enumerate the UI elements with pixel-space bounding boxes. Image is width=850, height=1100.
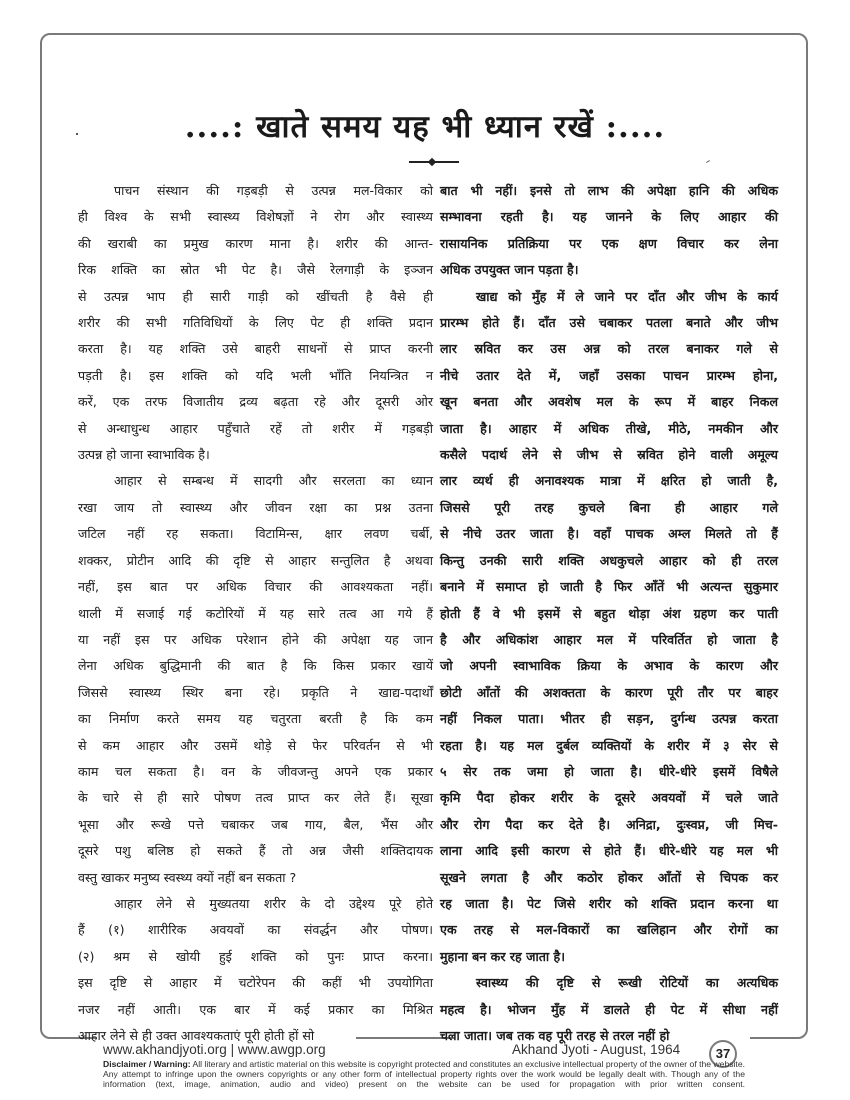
text-line: खाद्य को मुँह में ले जाने पर दाँत और जीभ के कार्य — [476, 288, 778, 304]
text-line: से उत्पन्न भाप ही सारी गाड़ी को खींचती है वैसे ही — [78, 288, 433, 304]
text-line: करता है। यह शक्ति उसे बाहरी साधनों से प्राप्त करनी — [78, 341, 433, 357]
disclaimer-label: Disclaimer / Warning: — [103, 1059, 191, 1069]
text-line: किन्तु उनकी सारी शक्ति अधकुचले आहार को ही तरल — [440, 552, 778, 568]
text-line: शरीर की सभी गतिविधियों के लिए पेट ही शक्ति प्रदान — [78, 315, 433, 331]
text-line: रखा जाय तो स्वास्थ्य और जीवन रक्षा का प्रश्न उतना — [78, 499, 433, 515]
text-line: सम्भावना रहती है। यह जानने के लिए आहार की — [440, 209, 778, 225]
article-paragraph — [78, 468, 433, 891]
text-line: जिससे स्वास्थ्य स्थिर बना रहे। प्रकृति ने खाद्य-पदार्थों — [78, 684, 433, 700]
text-line: लार स्रवित कर उस अन्न को तरल बनाकर गले से — [440, 341, 778, 357]
footer-disclaimer — [103, 1059, 745, 1089]
text-line: दूसरे पशु बलिष्ठ हो सकते हैं तो अन्न जैसी शक्तिदायक — [78, 843, 433, 859]
page-number-badge: 37 — [709, 1040, 737, 1068]
text-line: पड़ती है। इस शक्ति को यदि भली भाँति नियन्त्रित न — [78, 367, 433, 383]
text-line: जिससे पूरी तरह कुचले बिना ही आहार गले — [440, 499, 778, 515]
text-line: से अन्धाधुन्ध आहार पहुँचाते रहें तो शरीर में गड़बड़ी — [78, 420, 433, 436]
text-line: जो अपनी स्वाभाविक क्रिया के अभाव के कारण और — [440, 658, 778, 674]
article-column-right — [440, 178, 778, 1049]
text-line: बात भी नहीं। इनसे तो लाभ की अपेक्षा हानि की अधिक — [440, 183, 778, 198]
text-line: और रोग पैदा कर देते है। अनिद्रा, दुःस्वप्न, जी मिच- — [440, 816, 778, 832]
footer-website-links[interactable]: www.akhandjyoti.org | www.awgp.org — [103, 1042, 326, 1057]
text-line: का निर्माण करते समय यह चतुरता बरती है कि कम — [78, 711, 433, 727]
text-line: है और अधिकांश आहार मल में परिवर्तित हो जाता है — [440, 631, 778, 647]
text-line: थाली में सजाई गई कटोरियों में यह सारे तत्व आ गये हैं — [78, 605, 433, 621]
article-column-left — [78, 178, 433, 1049]
text-line: नहीं निकल पाता। भीतर ही सड़न, दुर्गन्ध उत्पन्न करता — [440, 711, 778, 727]
article-paragraph — [78, 178, 433, 468]
footer-magazine-issue: Akhand Jyoti - August, 1964 — [512, 1042, 681, 1057]
text-line: या नहीं इस पर अधिक परेशान होने की अपेक्षा यह जान — [78, 631, 433, 647]
text-line: हैं (१) शारीरिक अवयवों का संवर्द्धन और पोषण। — [78, 922, 433, 938]
text-line: जटिल नहीं रह सकता। विटामिन्स, क्षार लवण चर्बी, — [78, 526, 433, 542]
text-line: खून बनता और अवशेष मल के रूप में बाहर निकल — [440, 394, 778, 410]
text-line: सूखने लगता है और कठोर होकर आँतों से चिपक कर — [440, 869, 778, 885]
text-line: चला जाता। जब तक वह पूरी तरह से तरल नहीं हो — [440, 1028, 670, 1043]
text-line: से नीचे उतर जाता है। वहाँ पाचक अम्ल मिलते तो हैं — [440, 526, 778, 542]
text-line: नहीं, इस बात पर अधिक विचार की आवश्यकता नहीं। — [78, 579, 433, 595]
text-line: इस दृष्टि से आहार में चटोरेपन की कहीं भी उपयोगिता — [78, 975, 433, 991]
text-line: लाना आदि इसी कारण से होते हैं। धीरे-धीरे यह मल भी — [440, 843, 778, 859]
text-line: होती हैं वे भी इसमें से बहुत थोड़ा अंश ग्रहण कर पाती — [440, 605, 778, 621]
text-line: के चारे से ही सारे पोषण तत्व प्राप्त कर लेते हैं। सूखा — [78, 790, 433, 806]
title-ornament-divider — [409, 161, 459, 163]
text-line: आहार से सम्बन्ध में सादगी और सरलता का ध्यान — [114, 473, 433, 489]
text-line: लेना अधिक बुद्धिमानी की बात है कि किस प्रकार खायें — [78, 658, 433, 674]
text-line: जाता है। आहार में अधिक तीखे, मीठे, नमकीन और — [440, 420, 778, 436]
text-line: छोटी आँतों की अशक्तता के कारण पूरी तौर पर बाहर — [440, 684, 778, 700]
disclaimer-text: All literary and artistic material on this website is copyright protected and constitutes an exclusive intellectual property of the owner of the website. Any attempt to infringe upon the owners copyrights or any other form of intellectual property rights over the work would be legally dealt with. Though any of the information (text, image, animation, audio and video) present on the website can be used for propagation with prior written consent. — [103, 1059, 745, 1089]
text-line: महत्व है। भोजन मुँह में डालते ही पेट में सीधा नहीं — [440, 1001, 778, 1017]
text-line: कसैले पदार्थ लेने से जीभ से स्रवित होने वाली अमूल्य — [440, 447, 778, 463]
text-line: भूसा और रूखे पत्ते चबाकर जब गाय, बैल, भैंस और — [78, 816, 433, 832]
text-line: अधिक उपयुक्त जान पड़ता है। — [440, 262, 579, 278]
article-title: ....: खाते समय यह भी ध्यान रखें :.... — [184, 109, 666, 145]
text-line: पाचन संस्थान की गड़बड़ी से उत्पन्न मल-विकार को — [114, 183, 433, 198]
text-line: रह जाता है। पेट जिसे शरीर को शक्ति प्रदान करना था — [440, 895, 778, 911]
text-line: रहता है। यह मल दुर्बल व्यक्तियों के शरीर में ३ सेर से — [440, 737, 778, 753]
text-line: नीचे उतार देते में, जहाँ उसका पाचन प्रारम्भ होना, — [440, 367, 778, 383]
text-line: बनाने में समाप्त हो जाती है फिर आँतें भी अत्यन्त सुकुमार — [440, 579, 778, 595]
text-line: आहार लेने से ही उक्त आवश्यकताएं पूरी होती हों सो — [78, 1028, 315, 1043]
text-line: वस्तु खाकर मनुष्य स्वस्थ्य क्यों नहीं बन सकता ? — [78, 869, 297, 885]
text-line: से कम आहार और उसमें थोड़े से फेर परिवर्तन से भी — [78, 737, 433, 753]
text-line: (२) श्रम से खोयी हुई शक्ति को पुनः प्राप्त करना। — [78, 948, 433, 964]
text-line: ५ सेर तक जमा हो जाता है। धीरे-धीरे इसमें विषैले — [440, 763, 778, 779]
text-line: एक तरह से मल-विकारों का खलिहान और रोगों का — [440, 922, 778, 938]
article-paragraph — [440, 970, 778, 1049]
text-line: ही विश्व के सभी स्वास्थ्य विशेषज्ञों ने रोग और स्वास्थ्य — [78, 209, 433, 225]
text-line: रासायनिक प्रतिक्रिया पर एक क्षण विचार कर लेना — [440, 235, 778, 251]
text-line: प्रारम्भ होते हैं। दाँत उसे चबाकर पतला बनाते और जीभ — [440, 315, 778, 331]
text-line: नजर नहीं आती। एक बार में कई प्रकार का मिश्रित — [78, 1001, 433, 1017]
article-paragraph — [440, 178, 778, 284]
article-paragraph — [440, 284, 778, 971]
article-paragraph — [78, 891, 433, 1049]
text-line: शक्कर, प्रोटीन आदि की दृष्टि से आहार सन्तुलित है अथवा — [78, 552, 433, 568]
text-line: उत्पन्न हो जाना स्वाभाविक है। — [78, 447, 210, 463]
text-line: स्वास्थ्य की दृष्टि से रूखी रोटियों का अत्यधिक — [476, 975, 778, 991]
text-line: आहार लेने से मुख्यतया शरीर के दो उद्देश्य पूरे होते — [114, 895, 433, 911]
text-line: करें, एक तरफ विजातीय द्रव्य बढ़ता रहे और दूसरी ओर — [78, 394, 433, 410]
text-line: की खराबी का प्रमुख कारण माना है। शरीर की आन्त- — [78, 235, 433, 251]
text-line: कृमि पैदा होकर शरीर के दूसरे अवयवों में चले जाते — [440, 790, 778, 806]
text-line: मुहाना बन कर रह जाता है। — [440, 948, 566, 964]
text-line: लार व्यर्थ ही अनावश्यक मात्रा में क्षरित हो जाती है, — [440, 473, 778, 489]
text-line: रिक शक्ति का स्रोत भी पेट है। जैसे रेलगाड़ी के इञ्जन — [78, 262, 433, 278]
text-line: काम चल सकता है। वन के जीवजन्तु अपने एक प्रकार — [78, 763, 433, 779]
